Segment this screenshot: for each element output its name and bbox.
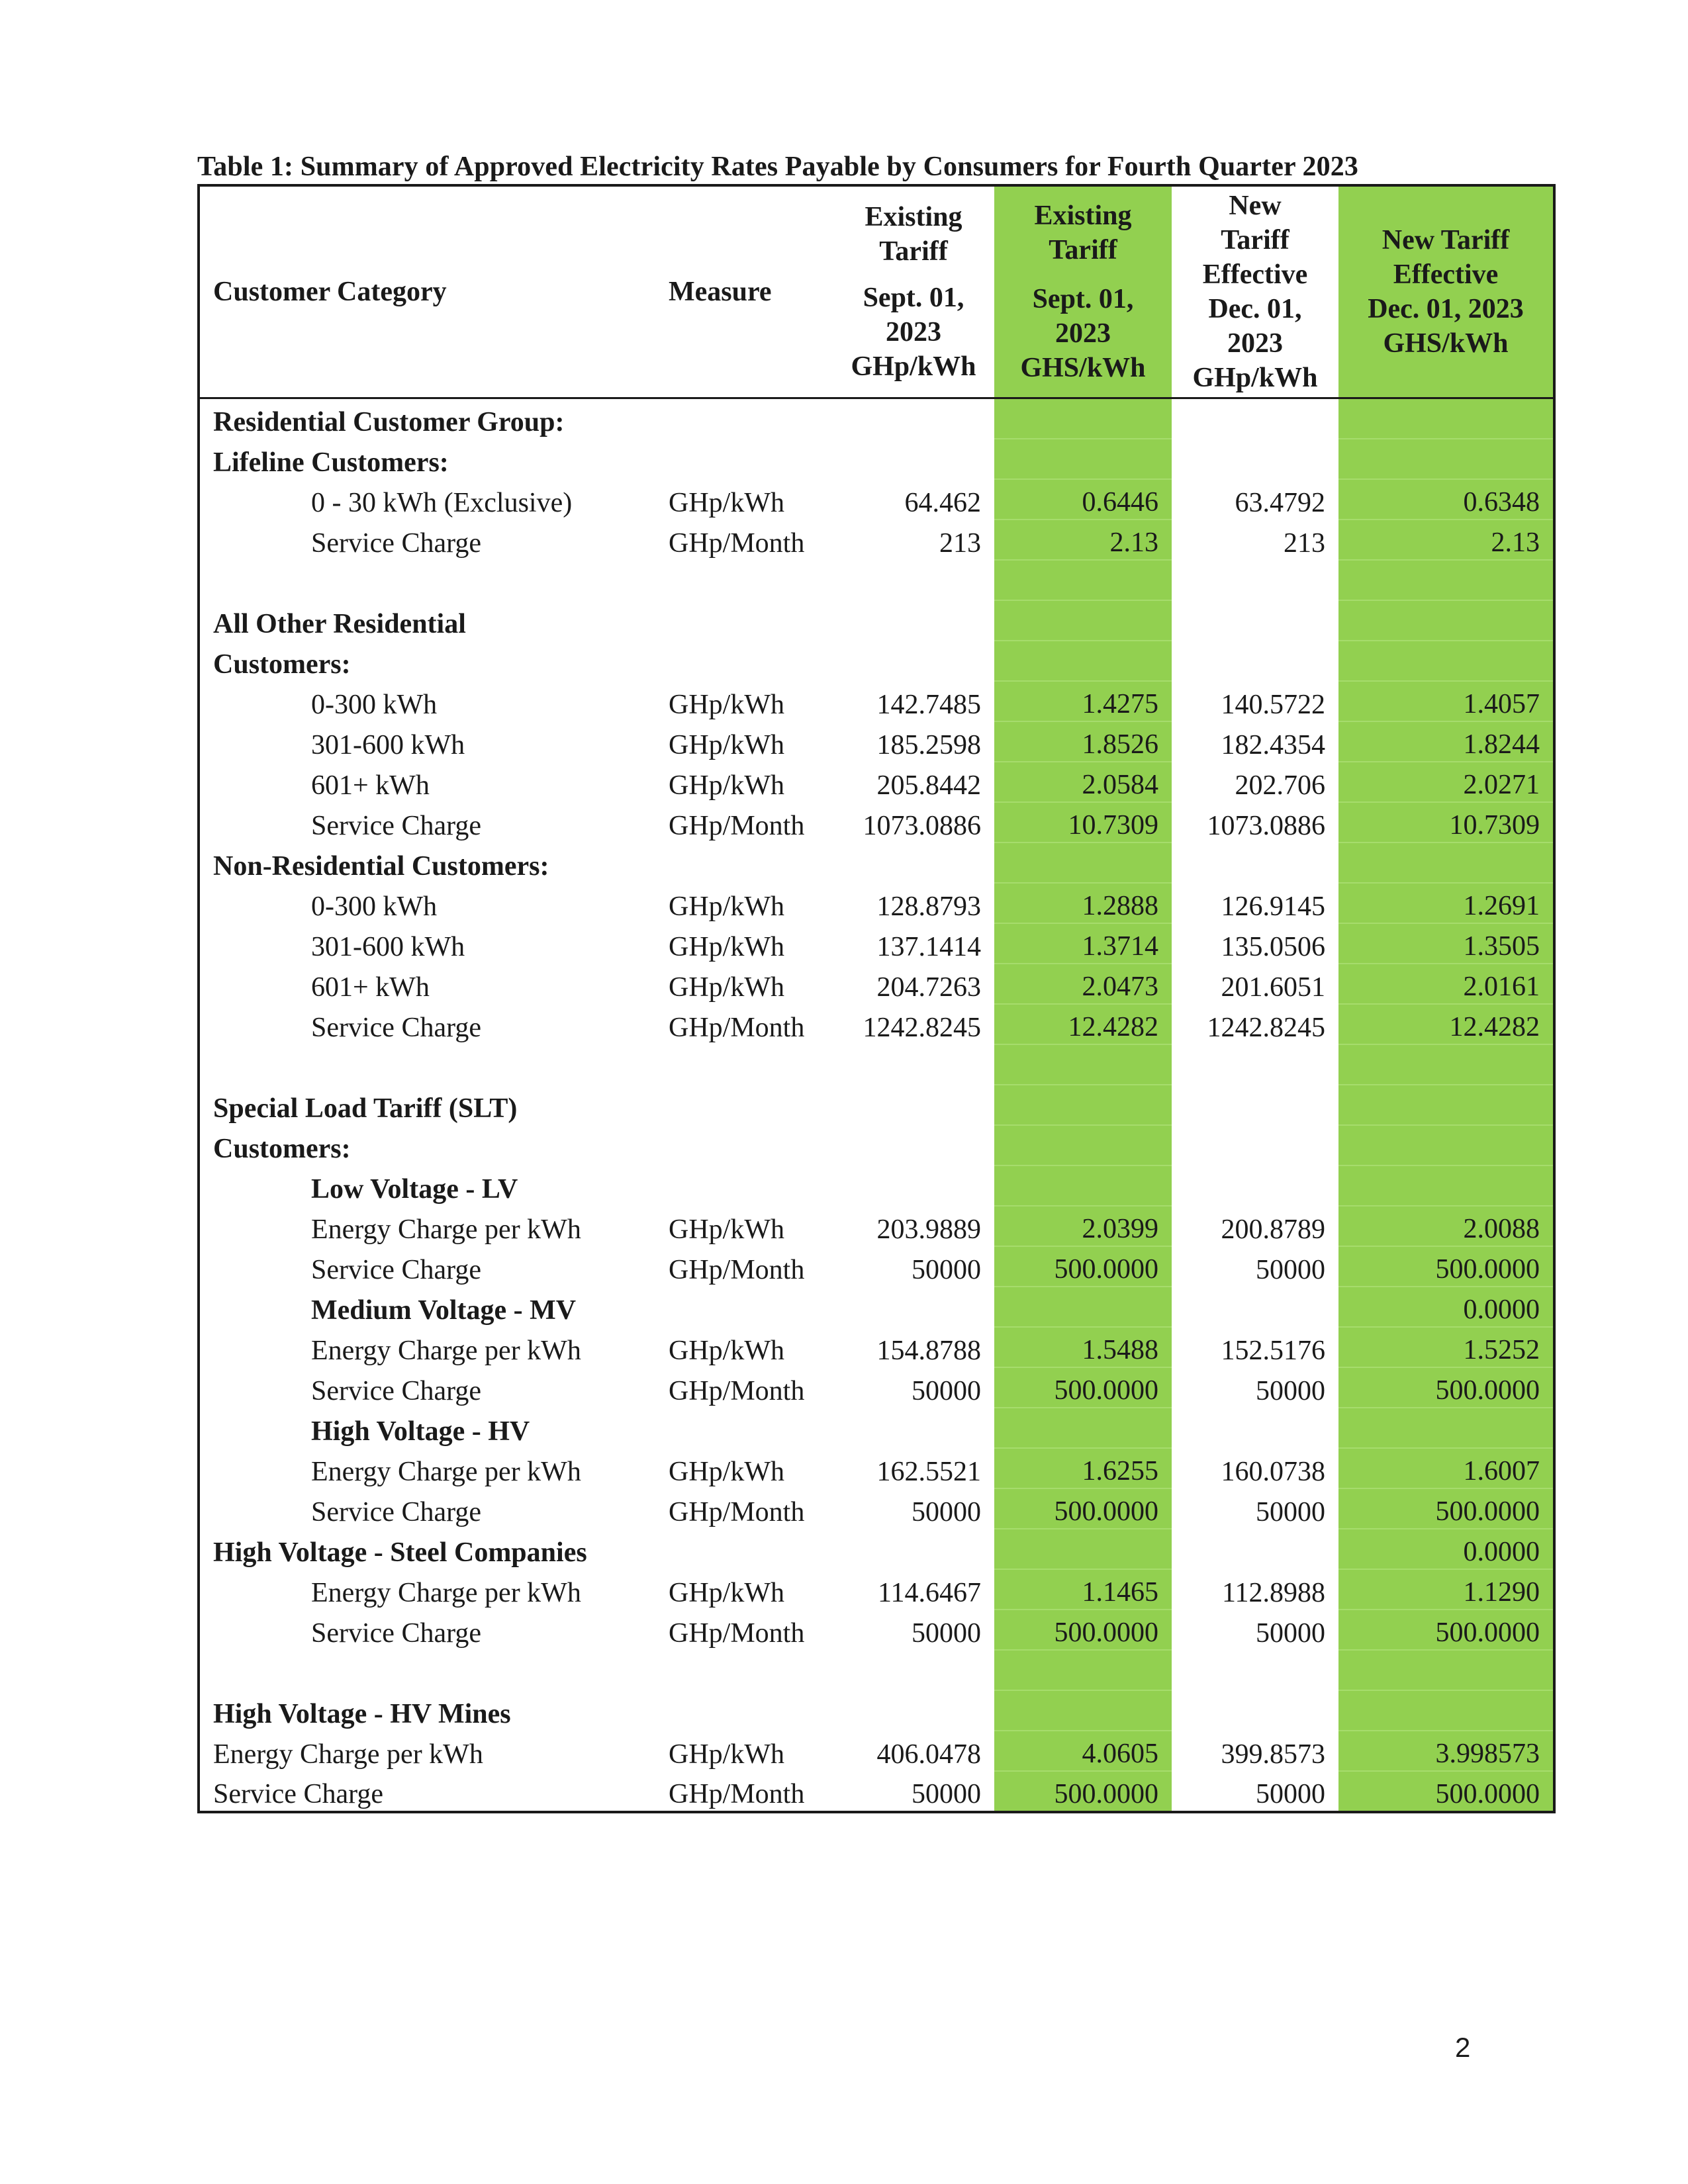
row-measure: [655, 560, 833, 600]
row-category: Customers:: [213, 1134, 351, 1164]
table-row: [200, 1408, 1553, 1448]
row-category: Service Charge: [311, 1376, 481, 1406]
table-row: [200, 560, 1553, 600]
table-row: [200, 1287, 1553, 1327]
table-section-row: [200, 600, 1553, 641]
table-section-row: [200, 1690, 1553, 1731]
row-category: Customers:: [213, 649, 351, 680]
row-new-ghs: 2.0271: [1338, 762, 1553, 802]
row-measure: GHp/kWh: [669, 770, 784, 801]
header-line: Effective: [1393, 259, 1499, 290]
row-measure: GHp/kWh: [669, 730, 784, 760]
header-line: 2023: [1055, 318, 1111, 349]
table-row: [200, 1206, 1553, 1246]
row-measure: GHp/Month: [669, 811, 805, 841]
row-new-ghp: 152.5176: [1221, 1336, 1325, 1366]
row-existing-ghp: 50000: [912, 1497, 981, 1527]
row-new-ghp: [1172, 1529, 1338, 1569]
row-existing-ghs: 1.2888: [994, 883, 1172, 923]
row-existing-ghs: [994, 600, 1172, 641]
row-category: Service Charge: [311, 1497, 481, 1527]
row-new-ghs: [1338, 439, 1553, 479]
row-new-ghp: 399.8573: [1221, 1739, 1325, 1770]
row-new-ghs: 0.0000: [1338, 1287, 1553, 1327]
header-line: Effective: [1202, 259, 1308, 290]
table-body: [200, 398, 1553, 1811]
row-measure: [655, 641, 833, 681]
row-new-ghs: [1338, 398, 1553, 439]
row-existing-ghs: 1.4275: [994, 681, 1172, 721]
row-existing-ghs: 10.7309: [994, 802, 1172, 842]
table-section-row: [200, 1125, 1553, 1165]
row-new-ghp: 140.5722: [1221, 690, 1325, 720]
row-measure: GHp/kWh: [669, 1336, 784, 1366]
row-category: 601+ kWh: [311, 972, 430, 1003]
row-new-ghs: [1338, 1044, 1553, 1085]
row-existing-ghp: [833, 1125, 994, 1165]
row-existing-ghp: [833, 842, 994, 883]
row-new-ghp: [1172, 1650, 1338, 1690]
row-category: Service Charge: [311, 811, 481, 841]
table-row: [200, 964, 1553, 1004]
row-new-ghp: 182.4354: [1221, 730, 1325, 760]
row-new-ghp: 213: [1284, 528, 1325, 559]
table-section-row: [200, 439, 1553, 479]
row-existing-ghp: [833, 1529, 994, 1569]
row-existing-ghs: 12.4282: [994, 1004, 1172, 1044]
row-existing-ghs: [994, 1125, 1172, 1165]
table-row: [200, 520, 1553, 560]
row-new-ghp: 50000: [1256, 1255, 1325, 1285]
row-existing-ghp: 64.462: [904, 488, 981, 518]
row-measure: [655, 1408, 833, 1448]
header-customer-category: Customer Category: [200, 187, 655, 398]
row-new-ghp: 63.4792: [1235, 488, 1325, 518]
row-new-ghp: 201.6051: [1221, 972, 1325, 1003]
row-new-ghs: [1338, 1125, 1553, 1165]
row-existing-ghs: 1.5488: [994, 1327, 1172, 1367]
row-new-ghs: [1338, 641, 1553, 681]
row-category: Special Load Tariff (SLT): [213, 1093, 518, 1124]
row-existing-ghs: 1.6255: [994, 1448, 1172, 1488]
row-category: Service Charge: [311, 528, 481, 559]
row-existing-ghs: [994, 560, 1172, 600]
row-existing-ghs: [994, 842, 1172, 883]
row-new-ghp: [1172, 560, 1338, 600]
row-category: [200, 560, 655, 600]
header-line: GHp/kWh: [1192, 363, 1318, 393]
row-measure: [655, 439, 833, 479]
header-line: GHS/kWh: [1383, 328, 1509, 359]
row-measure: GHp/kWh: [669, 1214, 784, 1245]
row-new-ghp: [1172, 1408, 1338, 1448]
row-existing-ghs: [994, 1165, 1172, 1206]
header-new-tariff-ghp: [1172, 187, 1338, 398]
row-new-ghs: [1338, 1165, 1553, 1206]
table-row: [200, 1771, 1553, 1811]
row-existing-ghs: [994, 1044, 1172, 1085]
row-category: Low Voltage - LV: [311, 1174, 518, 1205]
row-new-ghp: [1172, 1125, 1338, 1165]
row-existing-ghp: 1073.0886: [863, 811, 981, 841]
table-title: Table 1: Summary of Approved Electricity Rates Payable by Consumers for Fourth Quarter 2023: [197, 152, 1358, 182]
table-section-row: [200, 398, 1553, 439]
table-row: [200, 1246, 1553, 1287]
row-new-ghs: 2.0161: [1338, 964, 1553, 1004]
table-section-row: [200, 842, 1553, 883]
row-existing-ghs: [994, 439, 1172, 479]
row-new-ghp: [1172, 1287, 1338, 1327]
row-new-ghs: 1.4057: [1338, 681, 1553, 721]
header-existing-tariff-ghp: [833, 187, 994, 398]
row-measure: [655, 1529, 833, 1569]
table-row: [200, 1327, 1553, 1367]
row-new-ghs: [1338, 600, 1553, 641]
row-existing-ghs: 500.0000: [994, 1488, 1172, 1529]
header-line: 2023: [886, 317, 941, 347]
row-measure: GHp/kWh: [669, 488, 784, 518]
row-measure: GHp/kWh: [669, 1739, 784, 1770]
row-new-ghs: 500.0000: [1338, 1488, 1553, 1529]
row-existing-ghp: 50000: [912, 1779, 981, 1809]
row-existing-ghs: [994, 1529, 1172, 1569]
row-measure: GHp/kWh: [669, 1578, 784, 1608]
row-new-ghp: 160.0738: [1221, 1457, 1325, 1487]
row-new-ghs: [1338, 560, 1553, 600]
header-new-tariff-ghs: [1338, 187, 1553, 398]
row-new-ghs: 0.0000: [1338, 1529, 1553, 1569]
row-existing-ghs: 1.8526: [994, 721, 1172, 762]
row-existing-ghp: 154.8788: [876, 1336, 981, 1366]
row-new-ghs: 0.6348: [1338, 479, 1553, 520]
row-category: Residential Customer Group:: [213, 407, 565, 437]
row-existing-ghs: [994, 1650, 1172, 1690]
header-existing-tariff-ghs: [994, 187, 1172, 398]
row-new-ghp: [1172, 439, 1338, 479]
row-new-ghs: [1338, 1650, 1553, 1690]
table-row: [200, 1044, 1553, 1085]
row-existing-ghs: 1.1465: [994, 1569, 1172, 1610]
row-existing-ghs: 2.0473: [994, 964, 1172, 1004]
row-measure: [655, 1085, 833, 1125]
row-category: 301-600 kWh: [311, 932, 465, 962]
header-line: New: [1229, 191, 1282, 221]
row-measure: GHp/Month: [669, 1779, 805, 1809]
row-new-ghs: [1338, 1085, 1553, 1125]
row-existing-ghp: [833, 600, 994, 641]
row-category: [200, 1650, 655, 1690]
table-row: [200, 1165, 1553, 1206]
row-measure: GHp/kWh: [669, 690, 784, 720]
row-new-ghp: [1172, 842, 1338, 883]
row-existing-ghs: 1.3714: [994, 923, 1172, 964]
row-measure: [655, 1287, 833, 1327]
row-existing-ghs: 2.0399: [994, 1206, 1172, 1246]
header-line: Tariff: [879, 236, 948, 267]
header-line: Sept. 01,: [1032, 284, 1134, 314]
row-new-ghp: [1172, 1165, 1338, 1206]
header-measure: Measure: [655, 187, 833, 398]
row-existing-ghs: 500.0000: [994, 1367, 1172, 1408]
header-line: GHp/kWh: [851, 351, 976, 382]
header-line: Dec. 01,: [1208, 294, 1302, 324]
row-new-ghs: 2.13: [1338, 520, 1553, 560]
row-category: Lifeline Customers:: [213, 447, 449, 478]
table-row: [200, 1367, 1553, 1408]
row-measure: GHp/kWh: [669, 891, 784, 922]
row-category: 0 - 30 kWh (Exclusive): [311, 488, 573, 518]
row-category: Service Charge: [311, 1013, 481, 1043]
row-existing-ghp: 204.7263: [876, 972, 981, 1003]
row-measure: GHp/kWh: [669, 1457, 784, 1487]
row-existing-ghp: 203.9889: [876, 1214, 981, 1245]
row-category: 0-300 kWh: [311, 891, 438, 922]
row-existing-ghp: 205.8442: [876, 770, 981, 801]
row-measure: GHp/Month: [669, 1497, 805, 1527]
table-row: [200, 721, 1553, 762]
table-row: [200, 1650, 1553, 1690]
row-new-ghs: 1.6007: [1338, 1448, 1553, 1488]
row-new-ghs: 12.4282: [1338, 1004, 1553, 1044]
row-existing-ghp: 162.5521: [876, 1457, 981, 1487]
row-existing-ghp: [833, 641, 994, 681]
row-category: Energy Charge per kWh: [311, 1457, 581, 1487]
row-measure: [655, 1650, 833, 1690]
row-category: Service Charge: [311, 1255, 481, 1285]
header-line: New Tariff: [1382, 225, 1510, 255]
table-section-row: [200, 1085, 1553, 1125]
row-new-ghs: 500.0000: [1338, 1367, 1553, 1408]
row-new-ghs: [1338, 1690, 1553, 1731]
table-row: [200, 1731, 1553, 1771]
row-measure: GHp/Month: [669, 1255, 805, 1285]
header-line: 2023: [1227, 328, 1283, 359]
row-category: Energy Charge per kWh: [311, 1336, 581, 1366]
table-section-row: [200, 1529, 1553, 1569]
row-new-ghs: 10.7309: [1338, 802, 1553, 842]
row-existing-ghp: [833, 439, 994, 479]
row-existing-ghp: 128.8793: [876, 891, 981, 922]
row-new-ghs: 500.0000: [1338, 1771, 1553, 1811]
row-measure: GHp/Month: [669, 1013, 805, 1043]
row-existing-ghs: [994, 1085, 1172, 1125]
row-category: High Voltage - HV: [311, 1416, 530, 1447]
row-new-ghs: [1338, 1408, 1553, 1448]
row-existing-ghs: [994, 1690, 1172, 1731]
row-category: Energy Charge per kWh: [311, 1578, 581, 1608]
row-existing-ghs: [994, 398, 1172, 439]
row-measure: [655, 1690, 833, 1731]
row-category: High Voltage - Steel Companies: [213, 1537, 587, 1568]
row-measure: [655, 1125, 833, 1165]
row-measure: [655, 842, 833, 883]
row-new-ghp: 202.706: [1235, 770, 1325, 801]
row-existing-ghp: 185.2598: [876, 730, 981, 760]
row-existing-ghs: [994, 641, 1172, 681]
row-existing-ghs: 2.13: [994, 520, 1172, 560]
table-row: [200, 1610, 1553, 1650]
row-new-ghp: 200.8789: [1221, 1214, 1325, 1245]
row-measure: GHp/Month: [669, 1618, 805, 1649]
row-new-ghs: 1.2691: [1338, 883, 1553, 923]
row-new-ghp: 50000: [1256, 1779, 1325, 1809]
row-measure: GHp/kWh: [669, 932, 784, 962]
row-existing-ghs: 500.0000: [994, 1246, 1172, 1287]
row-new-ghp: 50000: [1256, 1497, 1325, 1527]
row-new-ghp: [1172, 1044, 1338, 1085]
table-row: [200, 1488, 1553, 1529]
row-new-ghs: 3.998573: [1338, 1731, 1553, 1771]
header-line: GHS/kWh: [1020, 353, 1146, 383]
row-existing-ghp: [833, 1044, 994, 1085]
row-new-ghs: [1338, 842, 1553, 883]
row-new-ghp: 50000: [1256, 1618, 1325, 1649]
row-existing-ghp: [833, 1165, 994, 1206]
row-category: All Other Residential: [213, 609, 466, 639]
row-existing-ghs: 2.0584: [994, 762, 1172, 802]
row-existing-ghp: [833, 1650, 994, 1690]
row-existing-ghp: [833, 1085, 994, 1125]
row-new-ghp: [1172, 1085, 1338, 1125]
row-category: Service Charge: [311, 1618, 481, 1649]
table-row: [200, 1448, 1553, 1488]
row-existing-ghs: 4.0605: [994, 1731, 1172, 1771]
row-existing-ghs: [994, 1408, 1172, 1448]
row-new-ghp: 126.9145: [1221, 891, 1325, 922]
row-new-ghs: 1.5252: [1338, 1327, 1553, 1367]
row-new-ghs: 1.3505: [1338, 923, 1553, 964]
row-existing-ghp: [833, 1408, 994, 1448]
row-category: High Voltage - HV Mines: [213, 1699, 511, 1729]
row-existing-ghp: 50000: [912, 1618, 981, 1649]
header-line: Tariff: [1049, 235, 1117, 265]
row-category: Medium Voltage - MV: [311, 1295, 577, 1326]
row-category: Energy Charge per kWh: [311, 1214, 581, 1245]
page-number: 2: [1455, 2032, 1471, 2063]
header-line: Existing: [1034, 201, 1132, 231]
row-existing-ghp: [833, 1287, 994, 1327]
table-row: [200, 479, 1553, 520]
table-row: [200, 681, 1553, 721]
table-row: [200, 923, 1553, 964]
row-measure: [655, 1165, 833, 1206]
row-existing-ghp: 406.0478: [876, 1739, 981, 1770]
row-category: Service Charge: [213, 1779, 383, 1809]
table-row: [200, 802, 1553, 842]
row-existing-ghp: [833, 560, 994, 600]
row-new-ghs: 1.1290: [1338, 1569, 1553, 1610]
row-existing-ghp: [833, 398, 994, 439]
row-measure: GHp/Month: [669, 528, 805, 559]
table-row: [200, 883, 1553, 923]
row-new-ghp: 112.8988: [1222, 1578, 1325, 1608]
row-category: 601+ kWh: [311, 770, 430, 801]
row-measure: GHp/kWh: [669, 972, 784, 1003]
row-existing-ghp: 213: [939, 528, 981, 559]
row-new-ghp: 135.0506: [1221, 932, 1325, 962]
row-new-ghs: 1.8244: [1338, 721, 1553, 762]
header-line: Tariff: [1221, 225, 1289, 255]
row-new-ghp: 1073.0886: [1207, 811, 1325, 841]
row-existing-ghp: 50000: [912, 1255, 981, 1285]
row-existing-ghp: 137.1414: [876, 932, 981, 962]
row-existing-ghp: 50000: [912, 1376, 981, 1406]
row-new-ghp: [1172, 600, 1338, 641]
row-new-ghs: 2.0088: [1338, 1206, 1553, 1246]
row-new-ghp: 1242.8245: [1207, 1013, 1325, 1043]
row-existing-ghs: 500.0000: [994, 1610, 1172, 1650]
table-row: [200, 1004, 1553, 1044]
row-new-ghp: [1172, 398, 1338, 439]
row-category: Non-Residential Customers:: [213, 851, 549, 882]
row-new-ghs: 500.0000: [1338, 1246, 1553, 1287]
row-category: 301-600 kWh: [311, 730, 465, 760]
row-category: 0-300 kWh: [311, 690, 438, 720]
row-existing-ghp: 1242.8245: [863, 1013, 981, 1043]
table-row: [200, 762, 1553, 802]
row-existing-ghs: 0.6446: [994, 479, 1172, 520]
header-line: Existing: [865, 202, 962, 232]
row-new-ghs: 500.0000: [1338, 1610, 1553, 1650]
tariff-table: [197, 184, 1556, 1813]
row-measure: GHp/Month: [669, 1376, 805, 1406]
row-existing-ghp: [833, 1690, 994, 1731]
row-existing-ghp: 142.7485: [876, 690, 981, 720]
header-row: [200, 187, 1553, 398]
header-line: Dec. 01, 2023: [1368, 294, 1524, 324]
table-section-row: [200, 641, 1553, 681]
row-existing-ghs: [994, 1287, 1172, 1327]
row-existing-ghp: 114.6467: [878, 1578, 981, 1608]
row-measure: [655, 398, 833, 439]
row-measure: [655, 600, 833, 641]
row-new-ghp: 50000: [1256, 1376, 1325, 1406]
row-category: [200, 1044, 655, 1085]
row-existing-ghs: 500.0000: [994, 1771, 1172, 1811]
row-new-ghp: [1172, 641, 1338, 681]
row-category: Energy Charge per kWh: [213, 1739, 483, 1770]
row-measure: [655, 1044, 833, 1085]
table-row: [200, 1569, 1553, 1610]
header-line: Sept. 01,: [863, 283, 964, 313]
row-new-ghp: [1172, 1690, 1338, 1731]
